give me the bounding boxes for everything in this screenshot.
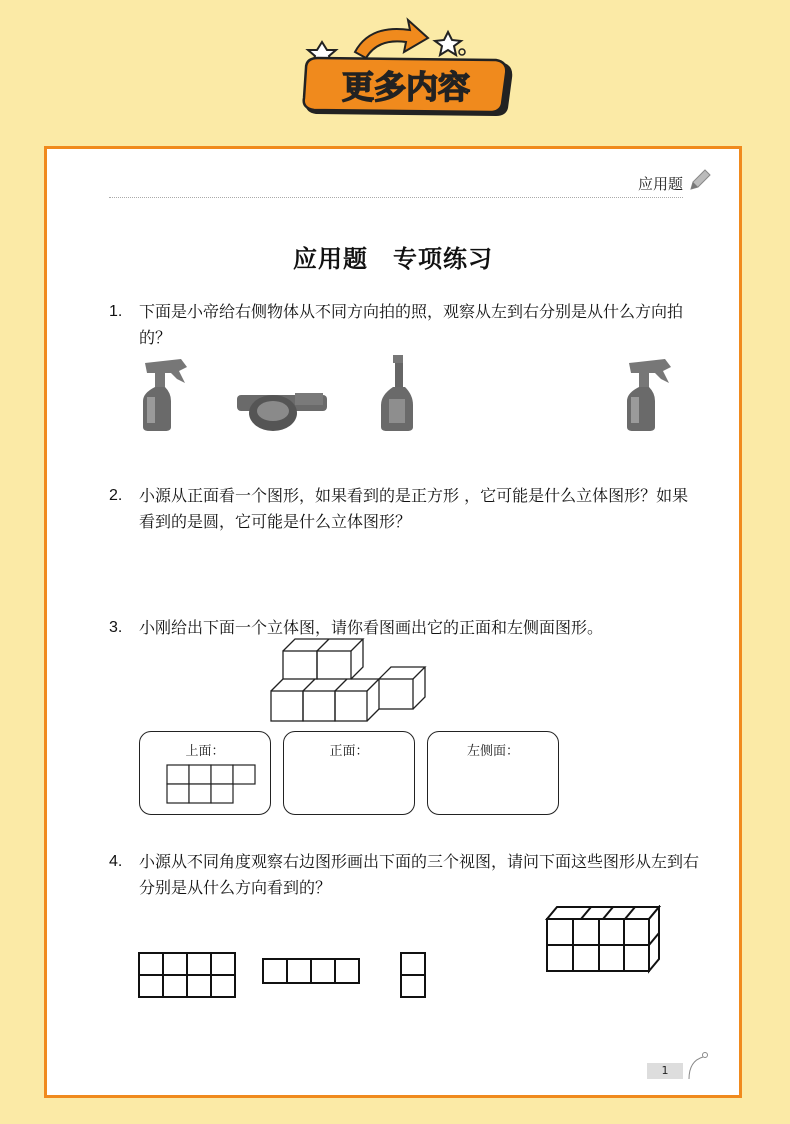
spray-bottle-top-photo (233, 381, 329, 437)
question-4 (109, 849, 699, 901)
view-grid-1x4 (261, 957, 363, 987)
spray-bottle-reference-photo (621, 353, 681, 433)
question-number: 4. (109, 853, 123, 870)
question-2 (109, 483, 699, 535)
worksheet-page (44, 146, 742, 1098)
spray-bottle-front-photo (377, 353, 417, 433)
view-grid-2x1 (399, 951, 429, 1001)
top-view-box (139, 731, 271, 815)
view-box-label: 左侧面： (466, 744, 519, 759)
star-icon (435, 32, 461, 55)
pencil-icon (687, 167, 713, 193)
swirl-decoration-icon (685, 1051, 709, 1081)
view-box-label: 上面： (185, 744, 225, 759)
question-number: 2. (109, 487, 123, 504)
spray-bottle-side-photo (135, 353, 195, 433)
front-view-box[interactable] (283, 731, 415, 815)
arrow-icon (355, 20, 428, 58)
question-number: 1. (109, 303, 123, 320)
more-content-banner[interactable] (300, 12, 520, 122)
left-side-view-box[interactable] (427, 731, 559, 815)
header-divider (109, 197, 683, 198)
question-number: 3. (109, 619, 123, 636)
question-text: 小源从正面看一个图形，如果看到的是正方形 ，它可能是什么立体图形？如果看到的是圆，它可能是什么立体图形？ (139, 486, 689, 531)
page-number: 1 (647, 1063, 683, 1079)
question-1 (109, 299, 699, 351)
header-label: 应用题 (637, 175, 683, 193)
question-text: 小刚给出下面一个立体图，请你看图画出它的正面和左侧面图形。 (139, 618, 604, 637)
cuboid-block-diagram (545, 905, 665, 975)
page-title: 应用题 专项练习 (293, 244, 493, 273)
cube-arrangement-diagram (267, 635, 437, 725)
banner-text: 更多内容 (341, 68, 471, 106)
top-view-grid (166, 764, 258, 806)
view-grid-2x4 (137, 951, 239, 1001)
view-box-label: 正面： (329, 744, 369, 759)
question-text: 下面是小帝给右侧物体从不同方向拍的照，观察从左到右分别是从什么方向拍的？ (139, 302, 684, 347)
question-text: 小源从不同角度观察右边图形画出下面的三个视图，请问下面这些图形从左到右分别是从什么方向看到的？ (139, 852, 700, 897)
